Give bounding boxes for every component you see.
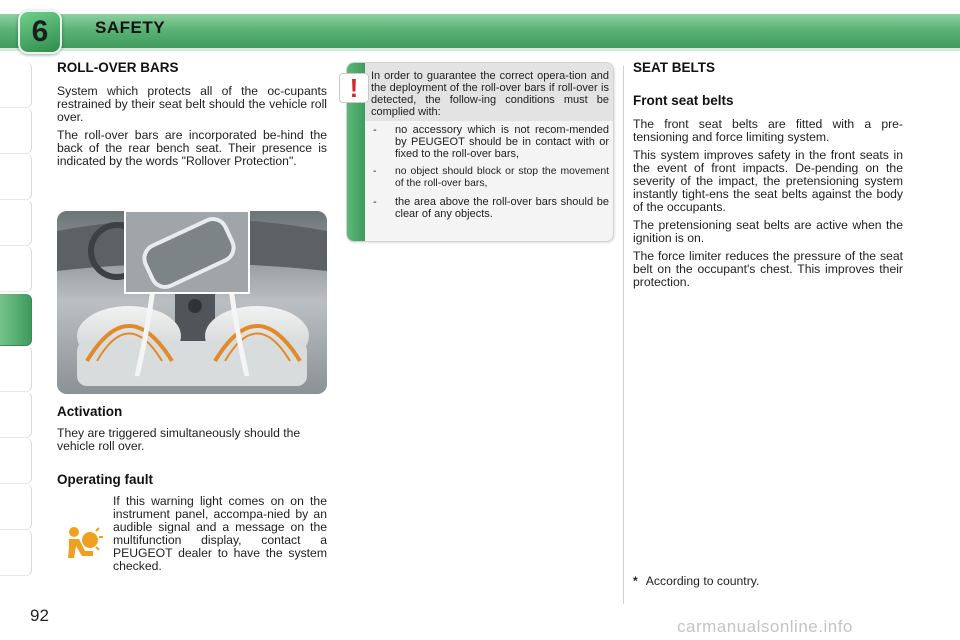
warning-list-item [371, 196, 609, 220]
operating-fault-row [57, 495, 327, 573]
rollover-paragraph-2: The roll-over bars are incorporated be-hind the back of the rear bench seat. Their presence is indicated by the words "Rollover Protection". [57, 128, 327, 168]
chapter-tab-9[interactable] [0, 438, 32, 484]
seat-belts-paragraph-1: The front seat belts are fitted with a pre-tensioning and force limiting system. [633, 117, 903, 144]
seat-belts-section [633, 60, 903, 294]
rollover-section [57, 60, 327, 173]
column-divider [623, 66, 624, 604]
operating-fault-text-content: If this warning light comes on on the instrument panel, accompa-nied by an audible signal and a message on the multifunction display, contact a PEUGEOT dealer to have the system checked. [113, 494, 327, 573]
chapter-tab-6-active[interactable] [0, 294, 32, 346]
list-dash: - [373, 166, 377, 177]
seat-belts-paragraph-3: The pretensioning seat belts are active when the ignition is on. [633, 218, 903, 245]
chapter-number: 6 [31, 15, 49, 48]
footnote-star: * [633, 574, 638, 588]
operating-fault-section [57, 472, 327, 573]
rollover-bars-illustration [57, 211, 327, 394]
seat-belts-title: SEAT BELTS [633, 60, 716, 75]
warning-box [346, 62, 614, 242]
warning-item-1: no accessory which is not recom-mended by PEUGEOT should be in contact with or fixed to the roll-over bars, [395, 124, 609, 160]
warning-box-content [371, 70, 609, 226]
warning-intro: In order to guarantee the correct opera-tion and the deployment of the roll-over bars if roll-over is detected, the follow-ing conditions must be complied with: [371, 70, 609, 118]
warning-item-3: the area above the roll-over bars should be clear of any objects. [395, 196, 609, 220]
seat-belts-paragraph-4: The force limiter reduces the pressure of the seat belt on the occupant's chest. This improves their protection. [633, 249, 903, 289]
rollover-paragraph-1: System which protects all of the oc-cupants restrained by their seat belt should the vehicle roll over. [57, 84, 327, 124]
chapter-tab-2[interactable] [0, 108, 32, 154]
chapter-badge [18, 10, 62, 54]
page-number: 92 [30, 606, 49, 625]
warning-list-item [371, 166, 609, 190]
warning-item-2: no object should block or stop the movement of the roll-over bars, [395, 166, 609, 189]
chapter-tab-10[interactable] [0, 484, 32, 530]
chapter-tab-3[interactable] [0, 154, 32, 200]
list-dash: - [373, 196, 377, 208]
chapter-tab-8[interactable] [0, 392, 32, 438]
list-dash: - [373, 124, 377, 136]
footnote-text: According to country. [645, 574, 760, 588]
rollover-title: ROLL-OVER BARS [57, 60, 179, 75]
seat-belts-paragraph-2: This system improves safety in the front seats in the event of front impacts. De-pending on the severity of the impact, the pretensioning system instantly tight-ens the seat belts against the body of the occupants. [633, 148, 903, 214]
footnote [633, 574, 759, 588]
warning-list [371, 124, 609, 220]
operating-fault-title: Operating fault [57, 472, 154, 487]
chapter-tab-4[interactable] [0, 200, 32, 246]
chapter-tab-1[interactable] [0, 62, 32, 108]
chapter-tab-11[interactable] [0, 530, 32, 576]
airbag-warning-icon [63, 525, 103, 565]
watermark: carmanualsonline.info [677, 617, 853, 636]
activation-section [57, 404, 327, 458]
chapter-tab-7[interactable] [0, 346, 32, 392]
activation-text: They are triggered simultaneously should the vehicle roll over. [57, 426, 301, 453]
rollover-bars-photo [57, 211, 327, 394]
warning-list-item [371, 124, 609, 160]
page-title: SAFETY [95, 18, 166, 37]
exclamation-warning-icon [339, 73, 369, 103]
chapter-tab-5[interactable] [0, 246, 32, 292]
exclamation-mark: ! [349, 73, 359, 103]
activation-title: Activation [57, 404, 123, 419]
front-seat-belts-title: Front seat belts [633, 93, 734, 108]
